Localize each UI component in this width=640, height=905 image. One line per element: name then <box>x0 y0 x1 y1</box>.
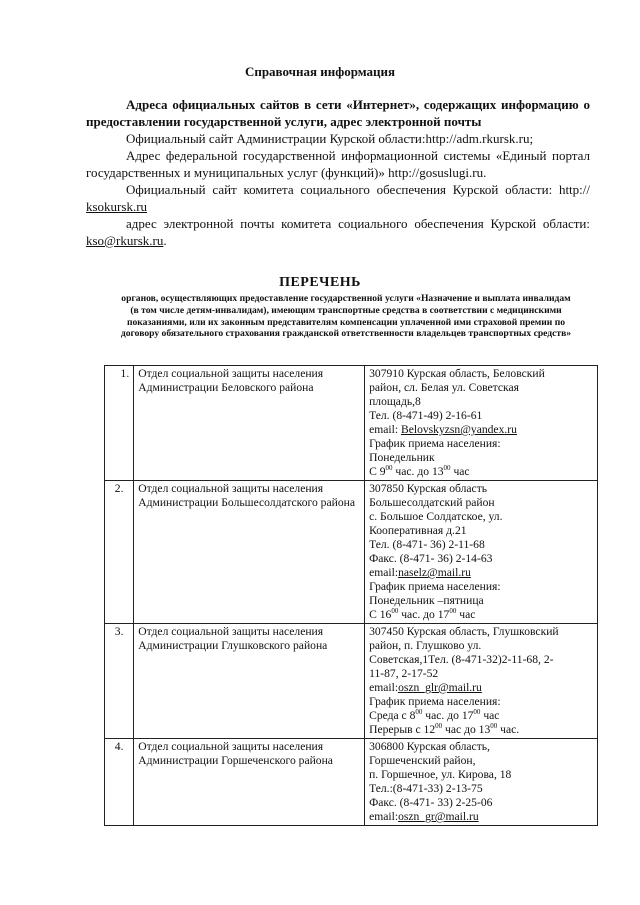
address-line: Советская,1Тел. (8-471-32)2-11-68, 2- <box>369 653 554 666</box>
schedule-label: График приема населения: <box>369 580 501 593</box>
schedule-label: График приема населения: <box>369 437 501 450</box>
email-line <box>369 810 593 824</box>
kso-email-end: . <box>163 233 167 248</box>
list-subheading: органов, осуществляющих предоставление государственной услуги «Назначение и выплата инвалидам (в том числе детям-инвалидам), имеющим транспортные средства в соответствии с медицинскими показаниями, или их законным представителям компенсации уплаченной ими страховой премии по договору обязательного страхования гражданской ответственности владельцев транспортных средств» <box>120 293 572 340</box>
list-heading: ПЕРЕЧЕНЬ <box>279 275 361 290</box>
kso-email-link[interactable]: kso@rkursk.ru <box>86 233 164 248</box>
email-link[interactable]: Belovskyzsn@yandex.ru <box>400 423 517 436</box>
phone-line: Тел. (8-471-49) 2-16-61 <box>369 409 483 422</box>
schedule-days: Понедельник –пятница <box>369 594 484 607</box>
hours-to-min: 00 <box>443 464 451 473</box>
schedule-hours <box>369 709 593 723</box>
address-line: район, п. Глушково ул. <box>369 639 482 652</box>
schedule-hours <box>369 465 593 479</box>
hours-unit: час <box>480 709 500 722</box>
page-title: Справочная информация <box>244 64 396 79</box>
hours-from-min: 00 <box>385 464 393 473</box>
schedule-label: График приема населения: <box>369 695 501 708</box>
phone-line: Тел. (8-471- 36) 2-11-68 <box>369 538 485 551</box>
kso-email-text: адрес электронной почты комитета социального обеспечения Курской области: <box>126 216 590 231</box>
address-line: 306800 Курская область, <box>369 740 490 753</box>
address-line: 307850 Курская область <box>369 482 488 495</box>
address-line: район, сл. Белая ул. Советская <box>369 381 519 394</box>
break-to-min: 00 <box>490 722 498 731</box>
address-line: с. Большое Солдатское, ул. <box>369 510 503 523</box>
office-contacts <box>365 481 598 624</box>
table-row <box>105 481 598 624</box>
intro-kso-email <box>86 215 590 249</box>
row-number: 2. <box>105 481 134 624</box>
email-link[interactable]: oszn_glr@mail.ru <box>398 681 482 694</box>
address-line: Горшеченский район, <box>369 754 476 767</box>
address-line: Большесолдатский район <box>369 496 495 509</box>
hours-to: час. до 17 <box>398 608 450 621</box>
office-name: Отдел социальной защиты населения Администрации Горшеченского района <box>134 739 365 826</box>
fax-line: Факс. (8-471- 36) 2-14-63 <box>369 552 493 565</box>
hours-from: Среда с 8 <box>369 709 416 722</box>
hours-to: час. до 17 <box>422 709 474 722</box>
hours-from-min: 00 <box>415 708 423 717</box>
hours-from-min: 00 <box>391 607 399 616</box>
offices-table <box>104 365 598 826</box>
hours-from: С 9 <box>369 465 386 478</box>
address-line: Кооперативная д.21 <box>369 524 467 537</box>
address-line: 307910 Курская область, Беловский <box>369 367 545 380</box>
intro-section <box>86 96 590 249</box>
row-number: 1. <box>105 366 134 481</box>
hours-to-min: 00 <box>473 708 481 717</box>
email-line <box>369 681 593 695</box>
office-contacts <box>365 624 598 739</box>
intro-kso-site <box>86 181 590 215</box>
email-label: email: <box>369 681 399 694</box>
schedule-hours <box>369 608 593 622</box>
table-row <box>105 366 598 481</box>
intro-websites-heading: Адреса официальных сайтов в сети «Интернет», содержащих информацию о предоставлении государственной услуги, адрес электронной почты <box>86 97 590 129</box>
office-contacts <box>365 739 598 826</box>
email-label: email: <box>369 810 399 823</box>
phone-line: 11-87, 2-17-52 <box>369 667 439 680</box>
office-name: Отдел социальной защиты населения Администрации Беловского района <box>134 366 365 481</box>
kso-site-link[interactable]: ksokursk.ru <box>86 199 148 214</box>
address-line: площадь,8 <box>369 395 421 408</box>
break-from-min: 00 <box>435 722 443 731</box>
hours-to-min: 00 <box>449 607 457 616</box>
intro-adm-site: Официальный сайт Администрации Курской области:http://adm.rkursk.ru; <box>126 131 534 146</box>
email-label: email: <box>369 423 401 436</box>
hours-unit: час <box>450 465 470 478</box>
email-link[interactable]: naselz@mail.ru <box>398 566 471 579</box>
email-link[interactable]: oszn_gr@mail.ru <box>398 810 479 823</box>
phone-line: Тел.:(8-471-33) 2-13-75 <box>369 782 483 795</box>
row-number: 3. <box>105 624 134 739</box>
schedule-days: Понедельник <box>369 451 435 464</box>
email-line <box>369 423 593 437</box>
office-name: Отдел социальной защиты населения Администрации Глушковского района <box>134 624 365 739</box>
hours-unit: час <box>456 608 476 621</box>
table-row <box>105 739 598 826</box>
hours-from: С 16 <box>369 608 392 621</box>
break-hours <box>369 723 593 737</box>
table-row <box>105 624 598 739</box>
office-name: Отдел социальной защиты населения Администрации Большесолдатского района <box>134 481 365 624</box>
kso-site-text: Официальный сайт комитета социального обеспечения Курской области: http:// <box>126 182 590 197</box>
fax-line: Факс. (8-471- 33) 2-25-06 <box>369 796 493 809</box>
row-number: 4. <box>105 739 134 826</box>
email-line <box>369 566 593 580</box>
hours-to: час. до 13 <box>392 465 444 478</box>
office-contacts <box>365 366 598 481</box>
break-to: час до 13 <box>442 723 491 736</box>
address-line: п. Горшечное, ул. Кирова, 18 <box>369 768 512 781</box>
break-from: Перерыв с 12 <box>369 723 436 736</box>
address-line: 307450 Курская область, Глушковский <box>369 625 559 638</box>
break-unit: час. <box>497 723 520 736</box>
email-label: email: <box>369 566 399 579</box>
intro-gosuslugi: Адрес федеральной государственной информационной системы «Единый портал государственных и муниципальных услуг (функций)» http://gosuslugi.ru. <box>86 148 590 180</box>
